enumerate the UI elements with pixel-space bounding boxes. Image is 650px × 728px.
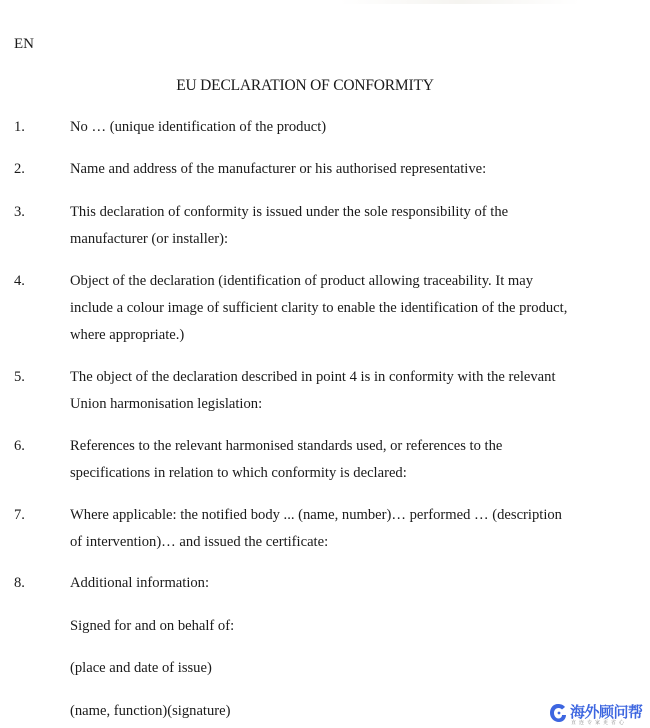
item-number: 4. <box>14 273 25 289</box>
item-number: 5. <box>14 369 25 385</box>
language-code: EN <box>14 36 34 52</box>
item-line: No … (unique identification of the product) <box>70 119 327 135</box>
item-line: specifications in relation to which conformity is declared: <box>70 465 407 481</box>
item-number: 3. <box>14 204 25 220</box>
item-line: References to the relevant harmonised standards used, or references to the <box>70 438 503 454</box>
name-function-signature-label: (name, function)(signature) <box>70 703 231 719</box>
item-text <box>70 433 630 487</box>
watermark-name: 海外顾问帮 <box>570 703 643 721</box>
item-line: where appropriate.) <box>70 327 185 343</box>
item-text <box>70 156 630 183</box>
item-number: 8. <box>14 575 25 591</box>
item-line: of intervention)… and issued the certificate: <box>70 534 329 550</box>
watermark-tagline: 直连专家更省心 <box>571 720 628 726</box>
item-text <box>70 199 630 253</box>
item-text <box>70 570 630 597</box>
item-line: Name and address of the manufacturer or his authorised representative: <box>70 161 487 177</box>
watermark-logo <box>548 701 648 727</box>
item-number: 6. <box>14 438 25 454</box>
scan-artifact <box>340 0 580 4</box>
item-number: 7. <box>14 507 25 523</box>
item-line: Where applicable: the notified body ... (name, number)… performed … (description <box>70 507 562 523</box>
item-text <box>70 502 630 556</box>
item-number: 1. <box>14 119 25 135</box>
item-line: Additional information: <box>70 575 210 591</box>
item-line: manufacturer (or installer): <box>70 231 229 247</box>
mascot-logo-icon <box>548 703 568 723</box>
document-title: EU DECLARATION OF CONFORMITY <box>176 77 434 94</box>
item-line: include a colour image of sufficient clarity to enable the identification of the product, <box>70 300 568 316</box>
item-text <box>70 268 630 349</box>
item-line: The object of the declaration described in point 4 is in conformity with the relevant <box>70 369 556 385</box>
item-line: This declaration of conformity is issued under the sole responsibility of the <box>70 204 509 220</box>
item-number: 2. <box>14 161 25 177</box>
item-line: Union harmonisation legislation: <box>70 396 263 412</box>
item-text <box>70 114 630 141</box>
place-date-label: (place and date of issue) <box>70 660 212 676</box>
item-text <box>70 364 630 418</box>
item-line: Object of the declaration (identification of product allowing traceability. It may <box>70 273 534 289</box>
signed-for-label: Signed for and on behalf of: <box>70 618 235 634</box>
